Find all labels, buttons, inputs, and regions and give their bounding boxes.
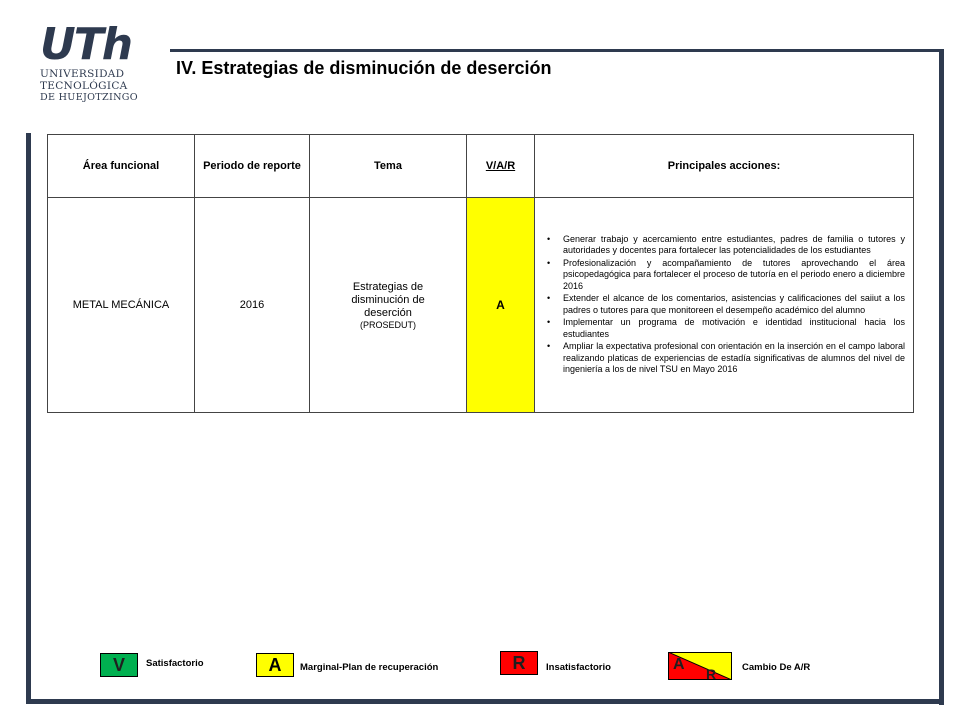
legend-a-box: A (256, 653, 294, 677)
table-row (48, 198, 914, 413)
header-periodo: Periodo de reporte (195, 135, 310, 198)
header-acciones: Principales acciones: (535, 135, 914, 198)
legend-r-box: R (500, 651, 538, 675)
strategies-table (47, 134, 914, 413)
tema-text: Estrategias de disminución de deserción (351, 280, 425, 319)
legend-ar-letter-a: A (673, 656, 685, 673)
list-item: • Profesionalización y acompañamiento de tutores aprovechando el área psicopedagógica para fortalecer el proceso de tutoría en el periodo enero a diciembre 2016 (563, 258, 905, 293)
list-item: • Generar trabajo y acercamiento entre estudiantes, padres de familia o tutores y autoridades y docentes para fortalecer las potencialidades de los estudiantes (563, 234, 905, 257)
frame-left-border (26, 133, 31, 704)
logo-line-3: DE HUEJOTZINGO (40, 92, 138, 103)
logo-line-2: TECNOLÓGICA (40, 80, 128, 92)
legend-v-box: V (100, 653, 138, 677)
legend-v-label: Satisfactorio (146, 658, 204, 669)
legend-r-label: Insatisfactorio (546, 662, 611, 673)
header-var: V/A/R (467, 135, 535, 198)
cell-tema (310, 198, 467, 413)
list-item: • Extender el alcance de los comentarios, asistencias y calificaciones del saiiut a los padres o tutores para que monitoreen el desempeño académico del alumno (563, 293, 905, 316)
legend-ar-label: Cambio De A/R (742, 662, 811, 673)
list-item: • Ampliar la expectativa profesional con orientación en la inserción en el campo laboral realizando platicas de experiencias de estadía significativas de alumnos del nivel de ingeniería a los de nivel TSU en Mayo 2016 (563, 341, 905, 376)
page-title: IV. Estrategias de disminución de deserción (176, 58, 552, 78)
university-logo (38, 20, 144, 106)
logo-line-1: UNIVERSIDAD (40, 68, 125, 80)
cell-acciones (535, 198, 914, 413)
header-area: Área funcional (48, 135, 195, 198)
actions-list (541, 234, 905, 376)
legend-a-label: Marginal-Plan de recuperación (300, 662, 439, 673)
legend-ar-box (668, 652, 732, 680)
list-item: • Implementar un programa de motivación e identidad institucional hacia los estudiantes (563, 317, 905, 340)
table-header-row (48, 135, 914, 198)
cell-area: METAL MECÁNICA (48, 198, 195, 413)
frame-right-border (939, 50, 944, 705)
frame-top-border (170, 49, 944, 52)
header-tema: Tema (310, 135, 467, 198)
cell-periodo: 2016 (195, 198, 310, 413)
tema-subtext: (PROSEDUT) (360, 319, 416, 330)
logo-mark: UTh (40, 19, 132, 70)
frame-bottom-border (26, 699, 944, 704)
status-cell: A (467, 198, 535, 413)
legend-ar-letter-r: R (706, 666, 717, 680)
